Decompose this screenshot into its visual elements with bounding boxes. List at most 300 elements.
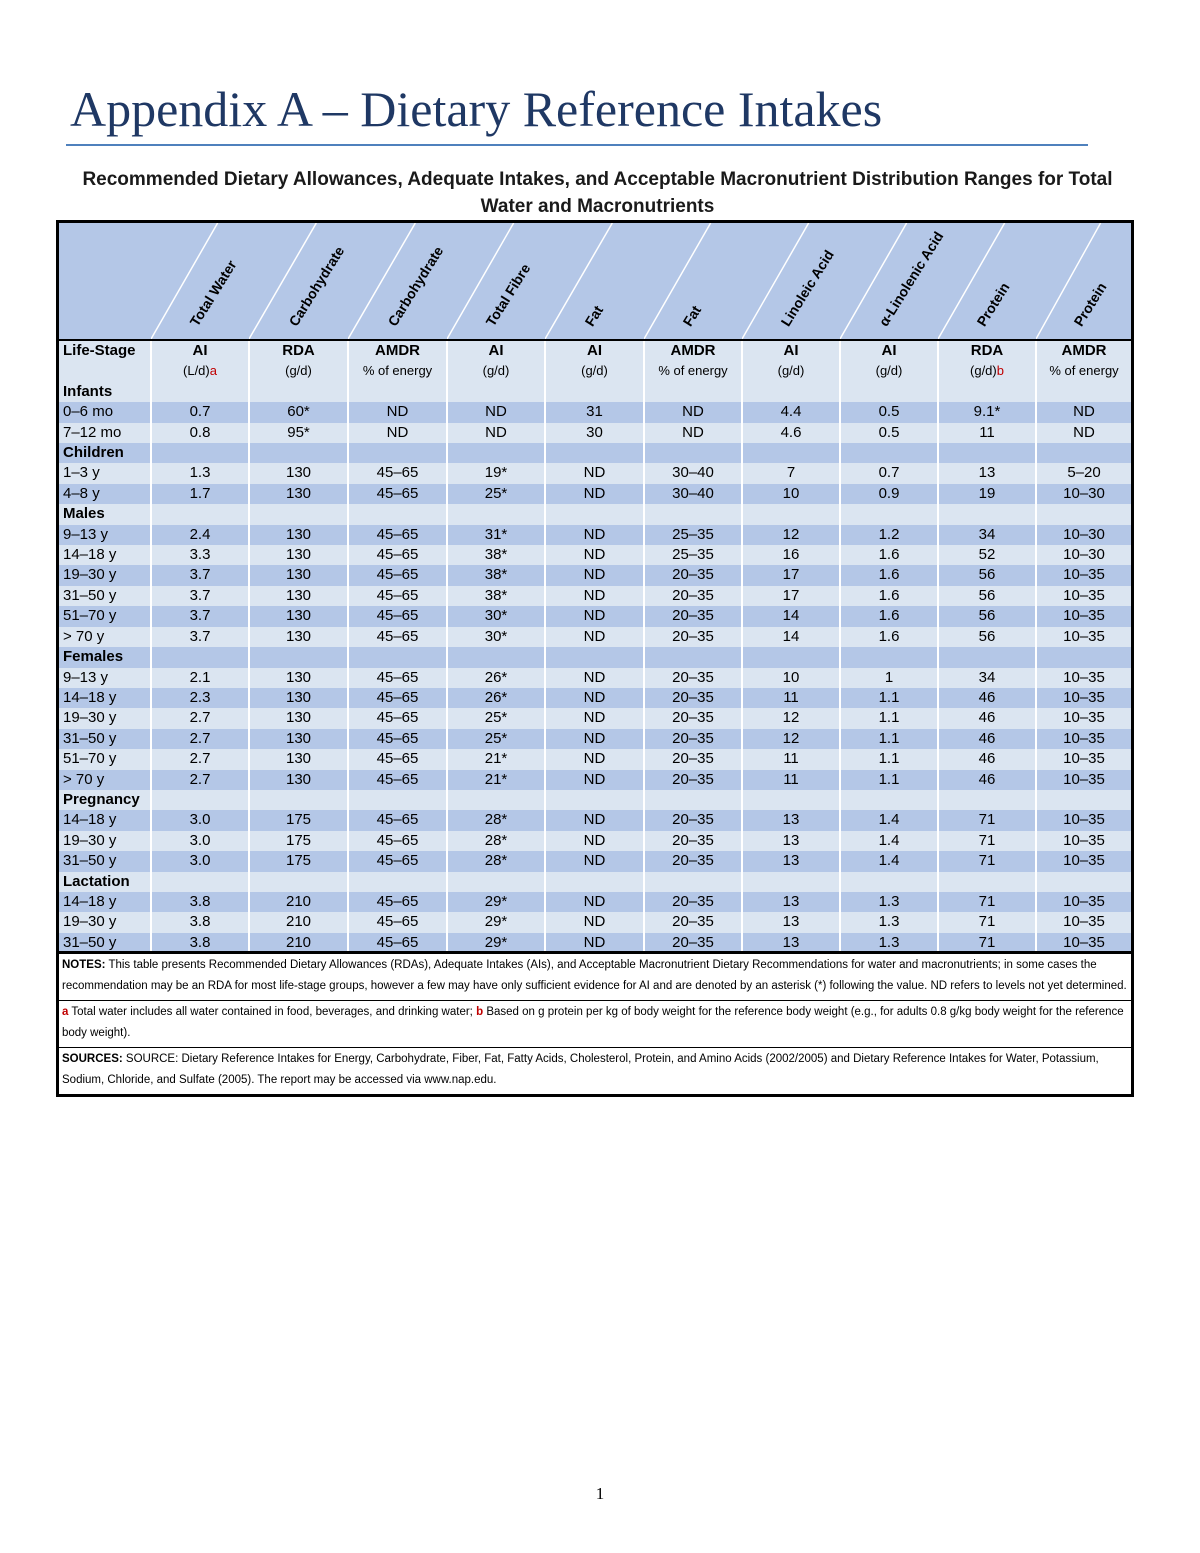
value-cell: 1.3 [151, 463, 249, 483]
value-cell: 20–35 [644, 912, 742, 932]
nutrient-header-cell [1036, 223, 1131, 339]
empty-cell [1036, 872, 1131, 892]
value-cell: 45–65 [348, 606, 447, 626]
nutrient-header-label: Total Fibre [482, 260, 534, 329]
nutrient-header-cell [545, 223, 644, 339]
value-cell: 46 [938, 688, 1036, 708]
units-row [59, 361, 1131, 381]
life-stage-cell: 1–3 y [59, 463, 151, 483]
empty-cell [545, 443, 644, 463]
life-stage-cell: 9–13 y [59, 525, 151, 545]
value-cell: 2.7 [151, 708, 249, 728]
value-cell: 210 [249, 912, 348, 932]
value-cell: 25* [447, 484, 545, 504]
value-cell: 45–65 [348, 484, 447, 504]
value-cell: 1.7 [151, 484, 249, 504]
column-label: AI [447, 341, 545, 361]
nutrient-header-cell [644, 223, 742, 339]
nutrient-header-cell [938, 223, 1036, 339]
value-cell: 2.1 [151, 668, 249, 688]
value-cell: 130 [249, 749, 348, 769]
notes-text: This table presents Recommended Dietary Allowances (RDAs), Adequate Intakes (AIs), and Acceptable Macronutrient Dietary Recommendations for water and macronutrients; in some cases the recommendation may be an RDA for most life-stage groups, however a few may have only sufficient evidence for AI and are denoted by an asterisk (*) following the value. ND refers to levels not yet determined. [62, 959, 1127, 992]
table-row [59, 729, 1131, 749]
value-cell: 12 [742, 708, 840, 728]
value-cell: 10–35 [1036, 892, 1131, 912]
group-label: Pregnancy [59, 790, 151, 810]
table-row [59, 627, 1131, 647]
units-text: % of energy [658, 363, 728, 379]
units-cell [742, 361, 840, 381]
empty-cell [644, 647, 742, 667]
empty-cell [742, 382, 840, 402]
value-cell: 5–20 [1036, 463, 1131, 483]
value-cell: 0.7 [840, 463, 938, 483]
value-cell: 19* [447, 463, 545, 483]
value-cell: 12 [742, 729, 840, 749]
empty-cell [1036, 504, 1131, 524]
footnote-marker: b [996, 363, 1004, 379]
units-text: (g/d) [777, 363, 805, 379]
empty-cell [545, 382, 644, 402]
value-cell: 1.1 [840, 708, 938, 728]
value-cell: 210 [249, 933, 348, 953]
value-cell: 11 [742, 688, 840, 708]
value-cell: 34 [938, 668, 1036, 688]
table-title-line-2: Water and Macronutrients [480, 196, 715, 217]
nutrient-header-label: Carbohydrate [383, 243, 446, 329]
life-stage-cell: 51–70 y [59, 606, 151, 626]
units-cell [151, 361, 249, 381]
table-row [59, 912, 1131, 932]
empty-cell [1036, 790, 1131, 810]
table-row [59, 606, 1131, 626]
empty-cell [151, 504, 249, 524]
life-stage-cell: 14–18 y [59, 892, 151, 912]
units-text: % of energy [362, 363, 433, 379]
nutrient-header-cell [249, 223, 348, 339]
value-cell: 1.2 [840, 525, 938, 545]
value-cell: ND [348, 423, 447, 443]
value-cell: ND [545, 668, 644, 688]
value-cell: ND [545, 770, 644, 790]
empty-cell [644, 872, 742, 892]
value-cell: 46 [938, 708, 1036, 728]
value-cell: 2.4 [151, 525, 249, 545]
value-cell: ND [545, 688, 644, 708]
units-cell [1036, 361, 1131, 381]
empty-cell [840, 443, 938, 463]
value-cell: 2.7 [151, 749, 249, 769]
nutrient-header-label: α-Linolenic Acid [875, 228, 947, 329]
units-cell [644, 361, 742, 381]
value-cell: 45–65 [348, 770, 447, 790]
value-cell: 20–35 [644, 892, 742, 912]
nutrient-header-cell [840, 223, 947, 339]
table-title-line-1: Recommended Dietary Allowances, Adequate Intakes, and Acceptable Macronutrient Distribution Ranges for Total [82, 169, 1113, 190]
nutrient-header-label: Carbohydrate [284, 243, 347, 329]
nutrient-header-cell [447, 223, 545, 339]
life-stage-cell: 14–18 y [59, 810, 151, 830]
dri-table-body [59, 341, 1131, 953]
value-cell: ND [545, 749, 644, 769]
nutrient-header-cell [742, 223, 840, 339]
group-header-row [59, 790, 1131, 810]
life-stage-cell: > 70 y [59, 627, 151, 647]
nutrient-header-band [59, 223, 1131, 341]
nutrient-header-label: Linoleic Acid [777, 247, 837, 329]
empty-cell [840, 504, 938, 524]
value-cell: 1.6 [840, 627, 938, 647]
value-cell: 175 [249, 851, 348, 871]
empty-cell [447, 872, 545, 892]
value-cell: 56 [938, 586, 1036, 606]
value-cell: 3.7 [151, 627, 249, 647]
group-header-row [59, 504, 1131, 524]
group-header-row [59, 443, 1131, 463]
empty-cell [545, 790, 644, 810]
table-row [59, 402, 1131, 422]
value-cell: 10 [742, 484, 840, 504]
value-cell: 130 [249, 606, 348, 626]
value-cell: 71 [938, 912, 1036, 932]
value-cell: ND [545, 912, 644, 932]
value-cell: 45–65 [348, 463, 447, 483]
value-cell: 17 [742, 586, 840, 606]
value-cell: 30* [447, 627, 545, 647]
life-stage-cell: 9–13 y [59, 668, 151, 688]
value-cell: 14 [742, 627, 840, 647]
empty-cell [1036, 443, 1131, 463]
value-cell: 2.3 [151, 688, 249, 708]
empty-cell [447, 382, 545, 402]
units-text: (g/d) [875, 363, 903, 379]
life-stage-cell: 31–50 y [59, 851, 151, 871]
table-row [59, 484, 1131, 504]
value-cell: 29* [447, 892, 545, 912]
value-cell: 10–35 [1036, 668, 1131, 688]
empty-cell [447, 647, 545, 667]
value-cell: 1.3 [840, 933, 938, 953]
value-cell: ND [545, 729, 644, 749]
value-cell: 1.4 [840, 851, 938, 871]
footnote-b-text: Based on g protein per kg of body weight for the reference body weight (e.g., for adults 0.8 g/kg body weight for the reference body weight). [62, 1006, 1124, 1039]
value-cell: ND [545, 933, 644, 953]
empty-cell [348, 790, 447, 810]
footnote-a-text: Total water includes all water contained in food, beverages, and drinking water; [71, 1006, 473, 1018]
sources-text: SOURCE: Dietary Reference Intakes for Energy, Carbohydrate, Fiber, Fat, Fatty Acids, Cholesterol, Protein, and Amino Acids (2002/2005) and Dietary Reference Intakes for Water, Potassium, Sodium, Chloride, and Sulfate (2005). The report may be accessed via www.nap.edu. [62, 1053, 1099, 1086]
value-cell: 0.8 [151, 423, 249, 443]
value-cell: 10–35 [1036, 831, 1131, 851]
value-cell: 95* [249, 423, 348, 443]
column-label: AMDR [348, 341, 447, 361]
empty-cell [938, 872, 1036, 892]
page-title: Appendix A – Dietary Reference Intakes [70, 81, 883, 137]
value-cell: 28* [447, 810, 545, 830]
sources-block [59, 1048, 1131, 1094]
life-stage-header: Life-Stage [59, 341, 151, 361]
empty-cell [545, 647, 644, 667]
life-stage-cell: 7–12 mo [59, 423, 151, 443]
value-cell: 45–65 [348, 525, 447, 545]
empty-cell [742, 872, 840, 892]
value-cell: 3.7 [151, 586, 249, 606]
value-cell: ND [644, 402, 742, 422]
empty-cell [840, 872, 938, 892]
empty-cell [249, 647, 348, 667]
value-cell: 45–65 [348, 708, 447, 728]
value-cell: 10–35 [1036, 708, 1131, 728]
units-text: (g/d) [970, 363, 997, 379]
value-cell: ND [348, 402, 447, 422]
column-label: AI [545, 341, 644, 361]
value-cell: 1 [840, 668, 938, 688]
value-cell: 130 [249, 729, 348, 749]
units-text: (g/d) [482, 363, 510, 379]
value-cell: 1.4 [840, 831, 938, 851]
value-cell: 31* [447, 525, 545, 545]
empty-cell [1036, 647, 1131, 667]
value-cell: 130 [249, 565, 348, 585]
empty-cell [348, 504, 447, 524]
value-cell: 1.6 [840, 606, 938, 626]
value-cell: 20–35 [644, 810, 742, 830]
empty-cell [151, 872, 249, 892]
value-cell: 13 [742, 892, 840, 912]
value-cell: 10 [742, 668, 840, 688]
value-cell: 20–35 [644, 831, 742, 851]
value-cell: 0.5 [840, 423, 938, 443]
value-cell: 10–35 [1036, 933, 1131, 953]
value-cell: 10–35 [1036, 912, 1131, 932]
dri-table-container [56, 220, 1134, 953]
empty-cell [742, 504, 840, 524]
table-row [59, 688, 1131, 708]
table-row [59, 423, 1131, 443]
footnote-b-label: b [476, 1006, 484, 1018]
value-cell: 45–65 [348, 810, 447, 830]
page-number: 1 [595, 1484, 605, 1503]
value-cell: 30* [447, 606, 545, 626]
value-cell: 45–65 [348, 912, 447, 932]
value-cell: 38* [447, 565, 545, 585]
value-cell: 52 [938, 545, 1036, 565]
table-row [59, 525, 1131, 545]
empty-cell [348, 382, 447, 402]
empty-cell [938, 443, 1036, 463]
value-cell: 30–40 [644, 463, 742, 483]
value-cell: 46 [938, 729, 1036, 749]
nutrient-header-label: Fat [679, 302, 705, 329]
column-label: AMDR [644, 341, 742, 361]
value-cell: 71 [938, 933, 1036, 953]
life-stage-cell: 19–30 y [59, 912, 151, 932]
value-cell: 46 [938, 770, 1036, 790]
value-cell: ND [447, 423, 545, 443]
value-cell: 2.7 [151, 770, 249, 790]
empty-cell [447, 790, 545, 810]
table-row [59, 770, 1131, 790]
value-cell: ND [545, 484, 644, 504]
column-label-row [59, 341, 1131, 361]
group-label: Children [59, 443, 151, 463]
value-cell: 45–65 [348, 892, 447, 912]
notes-box [56, 951, 1134, 1097]
value-cell: 0.5 [840, 402, 938, 422]
column-label: AI [840, 341, 938, 361]
footnote-a-label: a [62, 1006, 69, 1018]
empty-cell [644, 443, 742, 463]
empty-cell [742, 443, 840, 463]
value-cell: 20–35 [644, 627, 742, 647]
empty-cell [840, 647, 938, 667]
value-cell: 29* [447, 912, 545, 932]
value-cell: 210 [249, 892, 348, 912]
value-cell: 1.4 [840, 810, 938, 830]
value-cell: 9.1* [938, 402, 1036, 422]
empty-cell [742, 647, 840, 667]
empty-cell [151, 382, 249, 402]
value-cell: 45–65 [348, 545, 447, 565]
value-cell: 3.0 [151, 831, 249, 851]
column-label: AI [151, 341, 249, 361]
value-cell: 20–35 [644, 749, 742, 769]
value-cell: ND [545, 708, 644, 728]
empty-cell [644, 382, 742, 402]
value-cell: 45–65 [348, 627, 447, 647]
value-cell: 20–35 [644, 586, 742, 606]
value-cell: 13 [742, 933, 840, 953]
group-label: Females [59, 647, 151, 667]
value-cell: ND [545, 586, 644, 606]
value-cell: 60* [249, 402, 348, 422]
empty-cell [938, 790, 1036, 810]
value-cell: 38* [447, 545, 545, 565]
value-cell: 20–35 [644, 708, 742, 728]
life-stage-cell: 14–18 y [59, 688, 151, 708]
empty-cell [249, 872, 348, 892]
empty-cell [840, 790, 938, 810]
value-cell: 17 [742, 565, 840, 585]
value-cell: 10–35 [1036, 749, 1131, 769]
life-stage-cell: 19–30 y [59, 565, 151, 585]
value-cell: 13 [742, 912, 840, 932]
value-cell: 1.6 [840, 565, 938, 585]
empty-cell [644, 504, 742, 524]
value-cell: 175 [249, 810, 348, 830]
empty-cell [249, 504, 348, 524]
value-cell: 4.4 [742, 402, 840, 422]
table-row [59, 851, 1131, 871]
value-cell: 21* [447, 749, 545, 769]
value-cell: 19 [938, 484, 1036, 504]
value-cell: 29* [447, 933, 545, 953]
units-text: % of energy [1049, 363, 1119, 379]
value-cell: 25* [447, 729, 545, 749]
value-cell: ND [545, 810, 644, 830]
empty-cell [938, 647, 1036, 667]
value-cell: 3.3 [151, 545, 249, 565]
nutrient-header-label: Protein [973, 279, 1013, 329]
value-cell: 14 [742, 606, 840, 626]
value-cell: 130 [249, 708, 348, 728]
life-stage-cell: 31–50 y [59, 729, 151, 749]
units-cell [938, 361, 1036, 381]
value-cell: 10–35 [1036, 606, 1131, 626]
value-cell: 175 [249, 831, 348, 851]
value-cell: 16 [742, 545, 840, 565]
empty-cell [742, 790, 840, 810]
value-cell: 10–35 [1036, 770, 1131, 790]
value-cell: 45–65 [348, 688, 447, 708]
nutrient-header-cell [348, 223, 447, 339]
value-cell: 1.6 [840, 545, 938, 565]
value-cell: 30 [545, 423, 644, 443]
value-cell: ND [545, 606, 644, 626]
value-cell: 71 [938, 810, 1036, 830]
value-cell: 25–35 [644, 525, 742, 545]
empty-cell [938, 382, 1036, 402]
column-label: RDA [938, 341, 1036, 361]
value-cell: 30–40 [644, 484, 742, 504]
value-cell: 10–35 [1036, 586, 1131, 606]
empty-cell [348, 443, 447, 463]
group-header-row [59, 872, 1131, 892]
empty-cell [249, 790, 348, 810]
value-cell: ND [545, 627, 644, 647]
value-cell: 71 [938, 851, 1036, 871]
value-cell: 20–35 [644, 668, 742, 688]
value-cell: 3.0 [151, 810, 249, 830]
units-cell [348, 361, 447, 381]
nutrient-header-label: Total Water [186, 257, 240, 329]
value-cell: 10–35 [1036, 565, 1131, 585]
value-cell: 13 [742, 810, 840, 830]
value-cell: 7 [742, 463, 840, 483]
empty-cell [348, 872, 447, 892]
footnotes-block [59, 1001, 1131, 1048]
value-cell: ND [644, 423, 742, 443]
value-cell: 130 [249, 463, 348, 483]
value-cell: 20–35 [644, 565, 742, 585]
empty-cell [249, 382, 348, 402]
value-cell: 13 [742, 831, 840, 851]
value-cell: 3.0 [151, 851, 249, 871]
empty-cell [840, 382, 938, 402]
empty-cell [545, 504, 644, 524]
units-text: (L/d) [183, 363, 210, 379]
value-cell: 130 [249, 770, 348, 790]
column-label: AI [742, 341, 840, 361]
value-cell: 45–65 [348, 749, 447, 769]
table-title [60, 166, 1135, 220]
value-cell: 56 [938, 627, 1036, 647]
value-cell: ND [545, 525, 644, 545]
notes-label: NOTES: [62, 959, 106, 971]
value-cell: 71 [938, 831, 1036, 851]
value-cell: 130 [249, 627, 348, 647]
title-divider [66, 144, 1088, 146]
value-cell: 56 [938, 565, 1036, 585]
value-cell: 1.1 [840, 729, 938, 749]
value-cell: 26* [447, 668, 545, 688]
value-cell: 130 [249, 586, 348, 606]
value-cell: 10–35 [1036, 627, 1131, 647]
value-cell: 20–35 [644, 688, 742, 708]
units-cell [840, 361, 938, 381]
empty-cell [249, 443, 348, 463]
value-cell: 10–35 [1036, 688, 1131, 708]
value-cell: 1.1 [840, 770, 938, 790]
